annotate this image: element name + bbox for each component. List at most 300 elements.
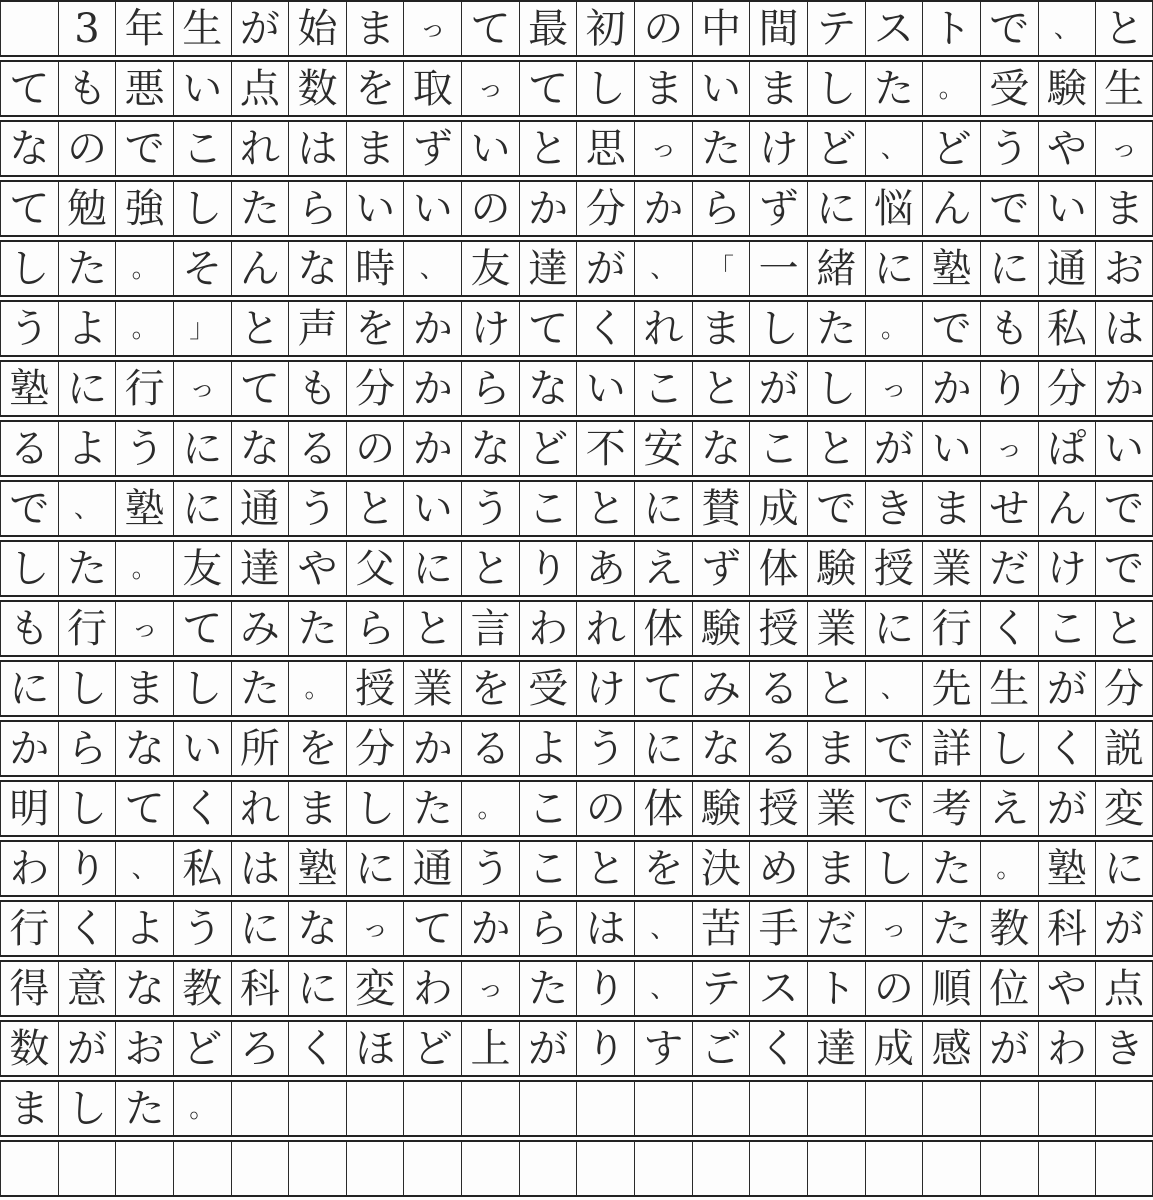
manuscript-cell: ず: [692, 542, 750, 595]
manuscript-cell: に: [173, 422, 231, 475]
manuscript-cell: 。: [115, 302, 173, 355]
manuscript-cell: お: [1095, 242, 1153, 295]
manuscript-cell: が: [1038, 782, 1096, 835]
manuscript-cell: っ: [634, 122, 692, 175]
manuscript-cell: ど: [807, 122, 865, 175]
manuscript-cell: し: [865, 842, 923, 895]
manuscript-cell: 、: [634, 902, 692, 955]
manuscript-cell: [403, 1082, 461, 1135]
manuscript-cell: る: [288, 422, 346, 475]
manuscript-cell: 3: [58, 2, 116, 55]
manuscript-cell: ろ: [231, 1022, 289, 1075]
manuscript-cell: と: [1095, 602, 1153, 655]
manuscript-cell: 験: [692, 782, 750, 835]
manuscript-cell: い: [1038, 182, 1096, 235]
manuscript-cell: [461, 1082, 519, 1135]
manuscript-cell: も: [0, 602, 58, 655]
manuscript-cell: し: [980, 722, 1038, 775]
manuscript-cell: 思: [576, 122, 634, 175]
manuscript-cell: て: [231, 362, 289, 415]
manuscript-cell: 点: [231, 62, 289, 115]
manuscript-cell: に: [980, 242, 1038, 295]
manuscript-cell: [634, 1142, 692, 1195]
manuscript-cell: ま: [692, 302, 750, 355]
manuscript-cell: か: [634, 182, 692, 235]
manuscript-cell: 、: [634, 242, 692, 295]
manuscript-cell: し: [807, 62, 865, 115]
manuscript-cell: き: [865, 482, 923, 535]
manuscript-cell: ま: [807, 722, 865, 775]
manuscript-row: [0, 660, 1153, 717]
manuscript-cell: 体: [634, 782, 692, 835]
manuscript-cell: [1038, 1142, 1096, 1195]
manuscript-cell: を: [634, 842, 692, 895]
manuscript-cell: ぱ: [1038, 422, 1096, 475]
manuscript-cell: 、: [865, 122, 923, 175]
manuscript-cell: テ: [692, 962, 750, 1015]
manuscript-cell: せ: [980, 482, 1038, 535]
manuscript-cell: っ: [115, 602, 173, 655]
manuscript-cell: い: [576, 362, 634, 415]
manuscript-cell: 、: [865, 662, 923, 715]
manuscript-cell: 点: [1095, 962, 1153, 1015]
manuscript-cell: 手: [749, 902, 807, 955]
manuscript-cell: な: [519, 362, 577, 415]
manuscript-cell: 授: [749, 782, 807, 835]
manuscript-cell: よ: [115, 902, 173, 955]
manuscript-cell: し: [173, 182, 231, 235]
manuscript-cell: を: [346, 302, 404, 355]
manuscript-cell: 業: [403, 662, 461, 715]
manuscript-cell: を: [288, 722, 346, 775]
manuscript-cell: め: [749, 842, 807, 895]
manuscript-cell: 通: [231, 482, 289, 535]
manuscript-cell: [231, 1082, 289, 1135]
manuscript-cell: こ: [519, 782, 577, 835]
manuscript-cell: な: [692, 722, 750, 775]
manuscript-cell: 友: [461, 242, 519, 295]
manuscript-row: [0, 0, 1153, 57]
manuscript-cell: っ: [461, 62, 519, 115]
manuscript-cell: が: [1038, 662, 1096, 715]
manuscript-cell: ト: [922, 2, 980, 55]
manuscript-cell: 悪: [115, 62, 173, 115]
manuscript-cell: し: [0, 542, 58, 595]
manuscript-cell: は: [288, 122, 346, 175]
manuscript-cell: ど: [173, 1022, 231, 1075]
manuscript-cell: も: [980, 302, 1038, 355]
manuscript-row: [0, 240, 1153, 297]
manuscript-cell: 分: [1038, 362, 1096, 415]
manuscript-cell: [1095, 1142, 1153, 1195]
manuscript-cell: 分: [346, 722, 404, 775]
manuscript-cell: ま: [749, 62, 807, 115]
manuscript-cell: し: [58, 782, 116, 835]
manuscript-row: [0, 1080, 1153, 1137]
manuscript-cell: い: [1095, 422, 1153, 475]
manuscript-cell: 塾: [922, 242, 980, 295]
manuscript-cell: の: [634, 2, 692, 55]
manuscript-cell: み: [692, 662, 750, 715]
manuscript-cell: に: [403, 542, 461, 595]
manuscript-cell: 考: [922, 782, 980, 835]
manuscript-cell: し: [58, 662, 116, 715]
manuscript-cell: [576, 1142, 634, 1195]
manuscript-cell: 初: [576, 2, 634, 55]
manuscript-cell: え: [980, 782, 1038, 835]
manuscript-cell: と: [461, 542, 519, 595]
manuscript-cell: か: [0, 722, 58, 775]
manuscript-cell: な: [288, 242, 346, 295]
manuscript-cell: か: [461, 902, 519, 955]
manuscript-row: [0, 840, 1153, 897]
manuscript-cell: 生: [173, 2, 231, 55]
manuscript-cell: [865, 1082, 923, 1135]
manuscript-cell: 。: [115, 542, 173, 595]
manuscript-cell: 授: [865, 542, 923, 595]
manuscript-cell: の: [576, 782, 634, 835]
manuscript-cell: に: [231, 902, 289, 955]
manuscript-cell: [0, 1142, 58, 1195]
manuscript-cell: ま: [346, 122, 404, 175]
manuscript-cell: か: [403, 302, 461, 355]
manuscript-cell: 詳: [922, 722, 980, 775]
manuscript-cell: に: [173, 482, 231, 535]
manuscript-cell: が: [865, 422, 923, 475]
manuscript-cell: て: [403, 902, 461, 955]
manuscript-cell: て: [115, 782, 173, 835]
manuscript-cell: を: [461, 662, 519, 715]
manuscript-cell: と: [346, 482, 404, 535]
manuscript-cell: 先: [922, 662, 980, 715]
manuscript-cell: の: [58, 122, 116, 175]
manuscript-cell: だ: [807, 902, 865, 955]
manuscript-cell: て: [173, 602, 231, 655]
manuscript-cell: 。: [288, 662, 346, 715]
manuscript-cell: る: [749, 662, 807, 715]
manuscript-cell: か: [403, 722, 461, 775]
manuscript-cell: 変: [346, 962, 404, 1015]
manuscript-cell: ま: [0, 1082, 58, 1135]
manuscript-cell: ど: [403, 1022, 461, 1075]
manuscript-cell: く: [288, 1022, 346, 1075]
manuscript-cell: り: [519, 542, 577, 595]
manuscript-cell: が: [58, 1022, 116, 1075]
manuscript-cell: 通: [1038, 242, 1096, 295]
manuscript-cell: か: [1095, 362, 1153, 415]
manuscript-cell: 父: [346, 542, 404, 595]
manuscript-cell: や: [288, 542, 346, 595]
manuscript-cell: ま: [807, 842, 865, 895]
manuscript-cell: れ: [231, 782, 289, 835]
manuscript-cell: 私: [1038, 302, 1096, 355]
manuscript-cell: 最: [519, 2, 577, 55]
manuscript-cell: け: [461, 302, 519, 355]
manuscript-cell: て: [0, 182, 58, 235]
manuscript-cell: れ: [576, 602, 634, 655]
manuscript-cell: 分: [576, 182, 634, 235]
manuscript-cell: い: [346, 182, 404, 235]
manuscript-cell: 受: [519, 662, 577, 715]
manuscript-cell: し: [173, 662, 231, 715]
manuscript-cell: 間: [749, 2, 807, 55]
manuscript-cell: で: [115, 122, 173, 175]
manuscript-cell: っ: [173, 362, 231, 415]
manuscript-cell: 科: [231, 962, 289, 1015]
manuscript-cell: て: [461, 2, 519, 55]
manuscript-cell: と: [807, 422, 865, 475]
manuscript-cell: と: [231, 302, 289, 355]
manuscript-cell: う: [0, 302, 58, 355]
manuscript-cell: 達: [807, 1022, 865, 1075]
manuscript-cell: に: [634, 722, 692, 775]
manuscript-cell: い: [403, 482, 461, 535]
manuscript-row: [0, 300, 1153, 357]
manuscript-cell: 塾: [1038, 842, 1096, 895]
manuscript-cell: で: [807, 482, 865, 535]
manuscript-cell: い: [692, 62, 750, 115]
manuscript-cell: か: [403, 362, 461, 415]
manuscript-cell: 業: [922, 542, 980, 595]
manuscript-row: [0, 900, 1153, 957]
manuscript-cell: [749, 1142, 807, 1195]
manuscript-row: [0, 420, 1153, 477]
manuscript-cell: よ: [519, 722, 577, 775]
manuscript-cell: 悩: [865, 182, 923, 235]
manuscript-cell: し: [749, 302, 807, 355]
manuscript-cell: 上: [461, 1022, 519, 1075]
manuscript-cell: [461, 1142, 519, 1195]
manuscript-cell: 生: [980, 662, 1038, 715]
manuscript-cell: ら: [288, 182, 346, 235]
manuscript-row: [0, 60, 1153, 117]
manuscript-cell: 得: [0, 962, 58, 1015]
manuscript-cell: に: [346, 842, 404, 895]
manuscript-cell: で: [1095, 542, 1153, 595]
manuscript-cell: 変: [1095, 782, 1153, 835]
manuscript-cell: 明: [0, 782, 58, 835]
manuscript-cell: 塾: [115, 482, 173, 535]
manuscript-cell: や: [1038, 122, 1096, 175]
manuscript-cell: [173, 1142, 231, 1195]
manuscript-cell: っ: [1095, 122, 1153, 175]
manuscript-cell: ら: [58, 722, 116, 775]
manuscript-cell: は: [1095, 302, 1153, 355]
manuscript-cell: 体: [749, 542, 807, 595]
manuscript-cell: よ: [58, 422, 116, 475]
manuscript-cell: く: [1038, 722, 1096, 775]
manuscript-cell: な: [692, 422, 750, 475]
manuscript-cell: た: [288, 602, 346, 655]
manuscript-cell: で: [865, 782, 923, 835]
manuscript-cell: っ: [346, 902, 404, 955]
manuscript-cell: の: [461, 182, 519, 235]
manuscript-cell: こ: [749, 422, 807, 475]
manuscript-cell: 数: [288, 62, 346, 115]
manuscript-cell: を: [346, 62, 404, 115]
manuscript-cell: 始: [288, 2, 346, 55]
manuscript-cell: か: [922, 362, 980, 415]
manuscript-cell: 緒: [807, 242, 865, 295]
manuscript-cell: に: [58, 362, 116, 415]
manuscript-cell: っ: [403, 2, 461, 55]
manuscript-cell: 、: [634, 962, 692, 1015]
manuscript-row: [0, 180, 1153, 237]
manuscript-cell: に: [288, 962, 346, 1015]
manuscript-cell: た: [58, 242, 116, 295]
manuscript-cell: の: [865, 962, 923, 1015]
manuscript-row: [0, 720, 1153, 777]
manuscript-cell: う: [115, 422, 173, 475]
manuscript-cell: て: [519, 302, 577, 355]
manuscript-cell: 、: [403, 242, 461, 295]
manuscript-cell: 体: [634, 602, 692, 655]
manuscript-cell: あ: [576, 542, 634, 595]
manuscript-cell: よ: [58, 302, 116, 355]
manuscript-cell: ら: [461, 362, 519, 415]
manuscript-row: [0, 480, 1153, 537]
manuscript-cell: た: [807, 302, 865, 355]
manuscript-cell: 。: [173, 1082, 231, 1135]
manuscript-cell: [115, 1142, 173, 1195]
manuscript-row: [0, 1140, 1153, 1197]
manuscript-cell: た: [922, 842, 980, 895]
manuscript-cell: お: [115, 1022, 173, 1075]
manuscript-cell: [346, 1082, 404, 1135]
manuscript-cell: [807, 1082, 865, 1135]
manuscript-cell: 年: [115, 2, 173, 55]
manuscript-cell: ご: [692, 1022, 750, 1075]
manuscript-cell: が: [519, 1022, 577, 1075]
manuscript-cell: 決: [692, 842, 750, 895]
manuscript-cell: う: [461, 482, 519, 535]
manuscript-row: [0, 540, 1153, 597]
manuscript-cell: た: [692, 122, 750, 175]
manuscript-cell: [403, 1142, 461, 1195]
manuscript-row: [0, 780, 1153, 837]
manuscript-cell: す: [634, 1022, 692, 1075]
manuscript-cell: 順: [922, 962, 980, 1015]
manuscript-cell: し: [0, 242, 58, 295]
manuscript-cell: い: [173, 722, 231, 775]
manuscript-cell: 教: [980, 902, 1038, 955]
manuscript-cell: 成: [865, 1022, 923, 1075]
manuscript-cell: み: [231, 602, 289, 655]
manuscript-cell: り: [576, 962, 634, 1015]
manuscript-cell: 勉: [58, 182, 116, 235]
manuscript-cell: で: [980, 182, 1038, 235]
manuscript-cell: 受: [980, 62, 1038, 115]
manuscript-cell: い: [922, 422, 980, 475]
manuscript-cell: た: [58, 542, 116, 595]
manuscript-cell: る: [0, 422, 58, 475]
manuscript-cell: ま: [115, 662, 173, 715]
manuscript-cell: [576, 1082, 634, 1135]
manuscript-cell: こ: [173, 122, 231, 175]
manuscript-cell: わ: [519, 602, 577, 655]
manuscript-cell: り: [576, 1022, 634, 1075]
manuscript-cell: で: [922, 302, 980, 355]
manuscript-cell: と: [519, 122, 577, 175]
manuscript-cell: ん: [922, 182, 980, 235]
manuscript-cell: [865, 1142, 923, 1195]
manuscript-cell: っ: [461, 962, 519, 1015]
manuscript-cell: 行: [922, 602, 980, 655]
manuscript-cell: て: [0, 62, 58, 115]
manuscript-cell: [692, 1142, 750, 1195]
manuscript-cell: も: [288, 362, 346, 415]
manuscript-cell: [519, 1142, 577, 1195]
manuscript-cell: [922, 1082, 980, 1135]
manuscript-cell: [980, 1082, 1038, 1135]
manuscript-cell: 。: [115, 242, 173, 295]
manuscript-cell: う: [173, 902, 231, 955]
manuscript-cell: う: [288, 482, 346, 535]
manuscript-cell: に: [634, 482, 692, 535]
manuscript-cell: た: [115, 1082, 173, 1135]
manuscript-cell: ま: [346, 2, 404, 55]
manuscript-cell: て: [634, 662, 692, 715]
manuscript-cell: 塾: [288, 842, 346, 895]
manuscript-cell: か: [519, 182, 577, 235]
manuscript-cell: 業: [807, 602, 865, 655]
manuscript-cell: た: [519, 962, 577, 1015]
manuscript-cell: 友: [173, 542, 231, 595]
manuscript-cell: [807, 1142, 865, 1195]
manuscript-cell: し: [58, 1082, 116, 1135]
manuscript-cell: っ: [980, 422, 1038, 475]
manuscript-cell: て: [519, 62, 577, 115]
manuscript-row: [0, 360, 1153, 417]
manuscript-row: [0, 1020, 1153, 1077]
manuscript-cell: と: [692, 362, 750, 415]
manuscript-cell: 科: [1038, 902, 1096, 955]
manuscript-cell: 「: [692, 242, 750, 295]
manuscript-cell: 言: [461, 602, 519, 655]
manuscript-cell: に: [0, 662, 58, 715]
manuscript-cell: っ: [865, 362, 923, 415]
manuscript-cell: と: [576, 842, 634, 895]
manuscript-cell: が: [749, 362, 807, 415]
manuscript-cell: 塾: [0, 362, 58, 415]
manuscript-cell: で: [1095, 482, 1153, 535]
manuscript-cell: 験: [692, 602, 750, 655]
manuscript-cell: 私: [173, 842, 231, 895]
manuscript-cell: 通: [403, 842, 461, 895]
manuscript-cell: た: [865, 62, 923, 115]
manuscript-cell: [980, 1142, 1038, 1195]
manuscript-cell: な: [288, 902, 346, 955]
manuscript-cell: な: [231, 422, 289, 475]
manuscript-cell: 。: [461, 782, 519, 835]
manuscript-cell: [519, 1082, 577, 1135]
manuscript-cell: た: [403, 782, 461, 835]
manuscript-row: [0, 600, 1153, 657]
manuscript-cell: は: [576, 902, 634, 955]
manuscript-cell: た: [922, 902, 980, 955]
manuscript-cell: 業: [807, 782, 865, 835]
manuscript-cell: 数: [0, 1022, 58, 1075]
manuscript-cell: れ: [231, 122, 289, 175]
manuscript-cell: し: [576, 62, 634, 115]
manuscript-cell: い: [461, 122, 519, 175]
manuscript-cell: 中: [692, 2, 750, 55]
manuscript-cell: も: [58, 62, 116, 115]
manuscript-cell: 時: [346, 242, 404, 295]
manuscript-cell: 験: [1038, 62, 1096, 115]
manuscript-cell: [346, 1142, 404, 1195]
manuscript-cell: が: [231, 2, 289, 55]
